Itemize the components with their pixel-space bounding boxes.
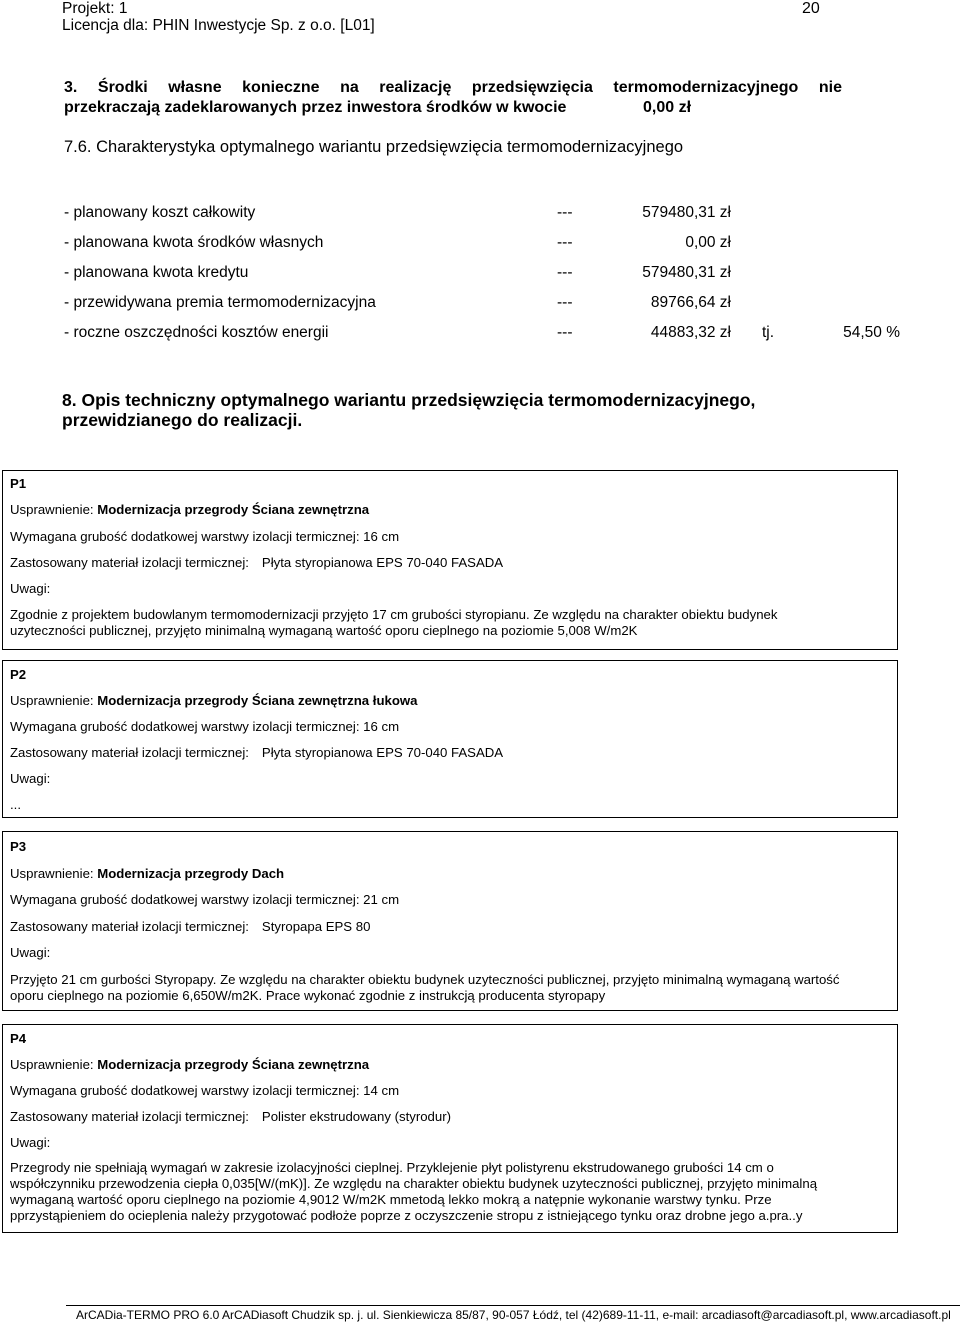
thickness-label: Wymagana grubość dodatkowej warstwy izolacji termicznej: — [10, 1083, 360, 1098]
notes-label: Uwagi: — [10, 581, 51, 596]
notes-line-1: Zgodnie z projektem budowlanym termomodernizacji przyjęto 17 cm grubości styropianu. Ze względu na charakter obiektu budynek — [10, 607, 778, 622]
improvement-label: Usprawnienie: — [10, 502, 94, 517]
section3-line1: 3. Środki własne konieczne na realizację przedsięwzięcia termomodernizacyjnego nie — [64, 79, 842, 96]
thickness-value: 21 cm — [363, 892, 400, 907]
summary-row-own-funds — [64, 234, 914, 254]
improvement-value: Modernizacja przegrody Ściana zewnętrzna — [97, 1057, 370, 1072]
variant-id: P1 — [10, 476, 27, 491]
row-value: 579480,31 zł — [642, 204, 731, 221]
material-line — [10, 1109, 451, 1125]
variant-box-p4 — [2, 1024, 898, 1233]
notes-label: Uwagi: — [10, 945, 51, 960]
section3-line2: przekraczają zadeklarowanych przez inwestora środków w kwocie — [64, 99, 567, 116]
row-dash: --- — [557, 294, 573, 311]
project-label: Projekt: 1 — [62, 0, 128, 17]
row-label: - roczne oszczędności kosztów energii — [64, 324, 329, 341]
material-value: Polister ekstrudowany (styrodur) — [261, 1109, 452, 1124]
section8-line1: 8. Opis techniczny optymalnego wariantu przedsięwzięcia termomodernizacyjnego, — [62, 390, 756, 410]
thickness-label: Wymagana grubość dodatkowej warstwy izolacji termicznej: — [10, 719, 360, 734]
improvement-line — [10, 866, 284, 882]
improvement-line — [10, 502, 369, 518]
thickness-value: 14 cm — [363, 1083, 400, 1098]
thickness-line — [10, 529, 399, 545]
material-value: Płyta styropianowa EPS 70-040 FASADA — [261, 745, 504, 760]
material-value: Styropapa EPS 80 — [261, 919, 371, 934]
variant-box-p2 — [2, 660, 898, 818]
row-value: 579480,31 zł — [642, 264, 731, 281]
improvement-value: Modernizacja przegrody Ściana zewnętrzna — [97, 502, 370, 517]
summary-row-premium — [64, 294, 914, 314]
improvement-line — [10, 1057, 369, 1073]
section3-amount: 0,00 zł — [643, 99, 692, 116]
notes-label: Uwagi: — [10, 1135, 51, 1150]
summary-row-credit — [64, 264, 914, 284]
variant-box-p3 — [2, 831, 898, 1011]
material-label: Zastosowany materiał izolacji termicznej: — [10, 919, 249, 934]
material-label: Zastosowany materiał izolacji termicznej: — [10, 1109, 249, 1124]
material-line — [10, 919, 370, 935]
variant-id: P3 — [10, 839, 27, 854]
notes-line-2: współczynniku przewodzenia ciepła 0,035[W/(mK)]. Ze względu na charakter obiektu budynek uzyteczności publicznej, przyjęto minimalną — [10, 1176, 818, 1191]
notes-line-4: pprzystąpieniem do ocieplenia należy przygotować podłoże poprze z oczyszczenie stropu z istniejącego tynku oraz drobne jego a.pra..y — [10, 1208, 803, 1223]
improvement-label: Usprawnienie: — [10, 866, 94, 881]
row-label: - planowana kwota kredytu — [64, 264, 249, 281]
thickness-line — [10, 892, 399, 908]
row-dash: --- — [557, 204, 573, 221]
improvement-value: Modernizacja przegrody Dach — [97, 866, 285, 881]
notes-line-1: ... — [10, 797, 21, 812]
row-value: 89766,64 zł — [650, 294, 731, 311]
row-percent: 54,50 % — [843, 324, 900, 341]
notes-line-1: Przyjęto 21 cm gurbości Styropapy. Ze względu na charakter obiektu budynek uzyteczności publicznej, przyjęto minimalną wymaganą wartość — [10, 972, 840, 987]
improvement-line — [10, 693, 417, 709]
thickness-value: 16 cm — [363, 719, 400, 734]
summary-row-total-cost — [64, 204, 914, 224]
row-dash: --- — [557, 324, 573, 341]
material-line — [10, 745, 503, 761]
row-label: - przewidywana premia termomodernizacyjna — [64, 294, 376, 311]
variant-id: P4 — [10, 1031, 27, 1046]
row-value: 44883,32 zł — [650, 324, 731, 341]
material-line — [10, 555, 503, 571]
notes-label: Uwagi: — [10, 771, 51, 786]
notes-line-3: wymaganą wartość oporu cieplnego na poziomie 4,9012 W/m2K mmetodą lekko mokrą a natępnie wykonanie warstwy tynku. Prze — [10, 1192, 772, 1207]
page-number: 20 — [802, 0, 820, 17]
material-value: Płyta styropianowa EPS 70-040 FASADA — [261, 555, 504, 570]
notes-line-1: Przegrody nie spełniają wymagań w zakresie izolacyjności cieplnej. Przyklejenie płyt polistyrenu ekstrudowanego grubości 14 cm o — [10, 1160, 774, 1175]
notes-line-2: uzyteczności publicznej, przyjęto minimalną wymaganą wartość oporu cieplnego na poziomie 5,008 W/m2K — [10, 623, 638, 638]
variant-id: P2 — [10, 667, 27, 682]
thickness-label: Wymagana grubość dodatkowej warstwy izolacji termicznej: — [10, 892, 360, 907]
improvement-label: Usprawnienie: — [10, 1057, 94, 1072]
thickness-line — [10, 719, 399, 735]
thickness-label: Wymagana grubość dodatkowej warstwy izolacji termicznej: — [10, 529, 360, 544]
section76-title: 7.6. Charakterystyka optymalnego wariantu przedsięwzięcia termomodernizacyjnego — [64, 138, 684, 156]
summary-row-savings — [64, 324, 914, 344]
variant-box-p1 — [2, 470, 898, 650]
row-label: - planowany koszt całkowity — [64, 204, 256, 221]
section8-line2: przewidzianego do realizacji. — [62, 410, 303, 430]
row-dash: --- — [557, 264, 573, 281]
thickness-line — [10, 1083, 399, 1099]
footer-text: ArCADia-TERMO PRO 6.0 ArCADiasoft Chudzik sp. j. ul. Sienkiewicza 85/87, 90-057 Łódź, tel (42)689-11-11, e-mail: arcadiasoft@arcadiasoft.pl, www.arcadiasoft.pl — [76, 1308, 951, 1322]
material-label: Zastosowany materiał izolacji termicznej: — [10, 745, 249, 760]
improvement-value: Modernizacja przegrody Ściana zewnętrzna łukowa — [97, 693, 418, 708]
footer-divider — [66, 1305, 960, 1306]
row-dash: --- — [557, 234, 573, 251]
row-label: - planowana kwota środków własnych — [64, 234, 324, 251]
material-label: Zastosowany materiał izolacji termicznej: — [10, 555, 249, 570]
improvement-label: Usprawnienie: — [10, 693, 94, 708]
row-tj: tj. — [762, 324, 775, 341]
notes-line-2: oporu cieplnego na poziomie 6,650W/m2K. Prace wykonać zgodnie z instrukcją producenta styropapy — [10, 988, 606, 1003]
thickness-value: 16 cm — [363, 529, 400, 544]
row-value: 0,00 zł — [685, 234, 731, 251]
license-label: Licencja dla: PHIN Inwestycje Sp. z o.o. [L01] — [62, 17, 375, 34]
